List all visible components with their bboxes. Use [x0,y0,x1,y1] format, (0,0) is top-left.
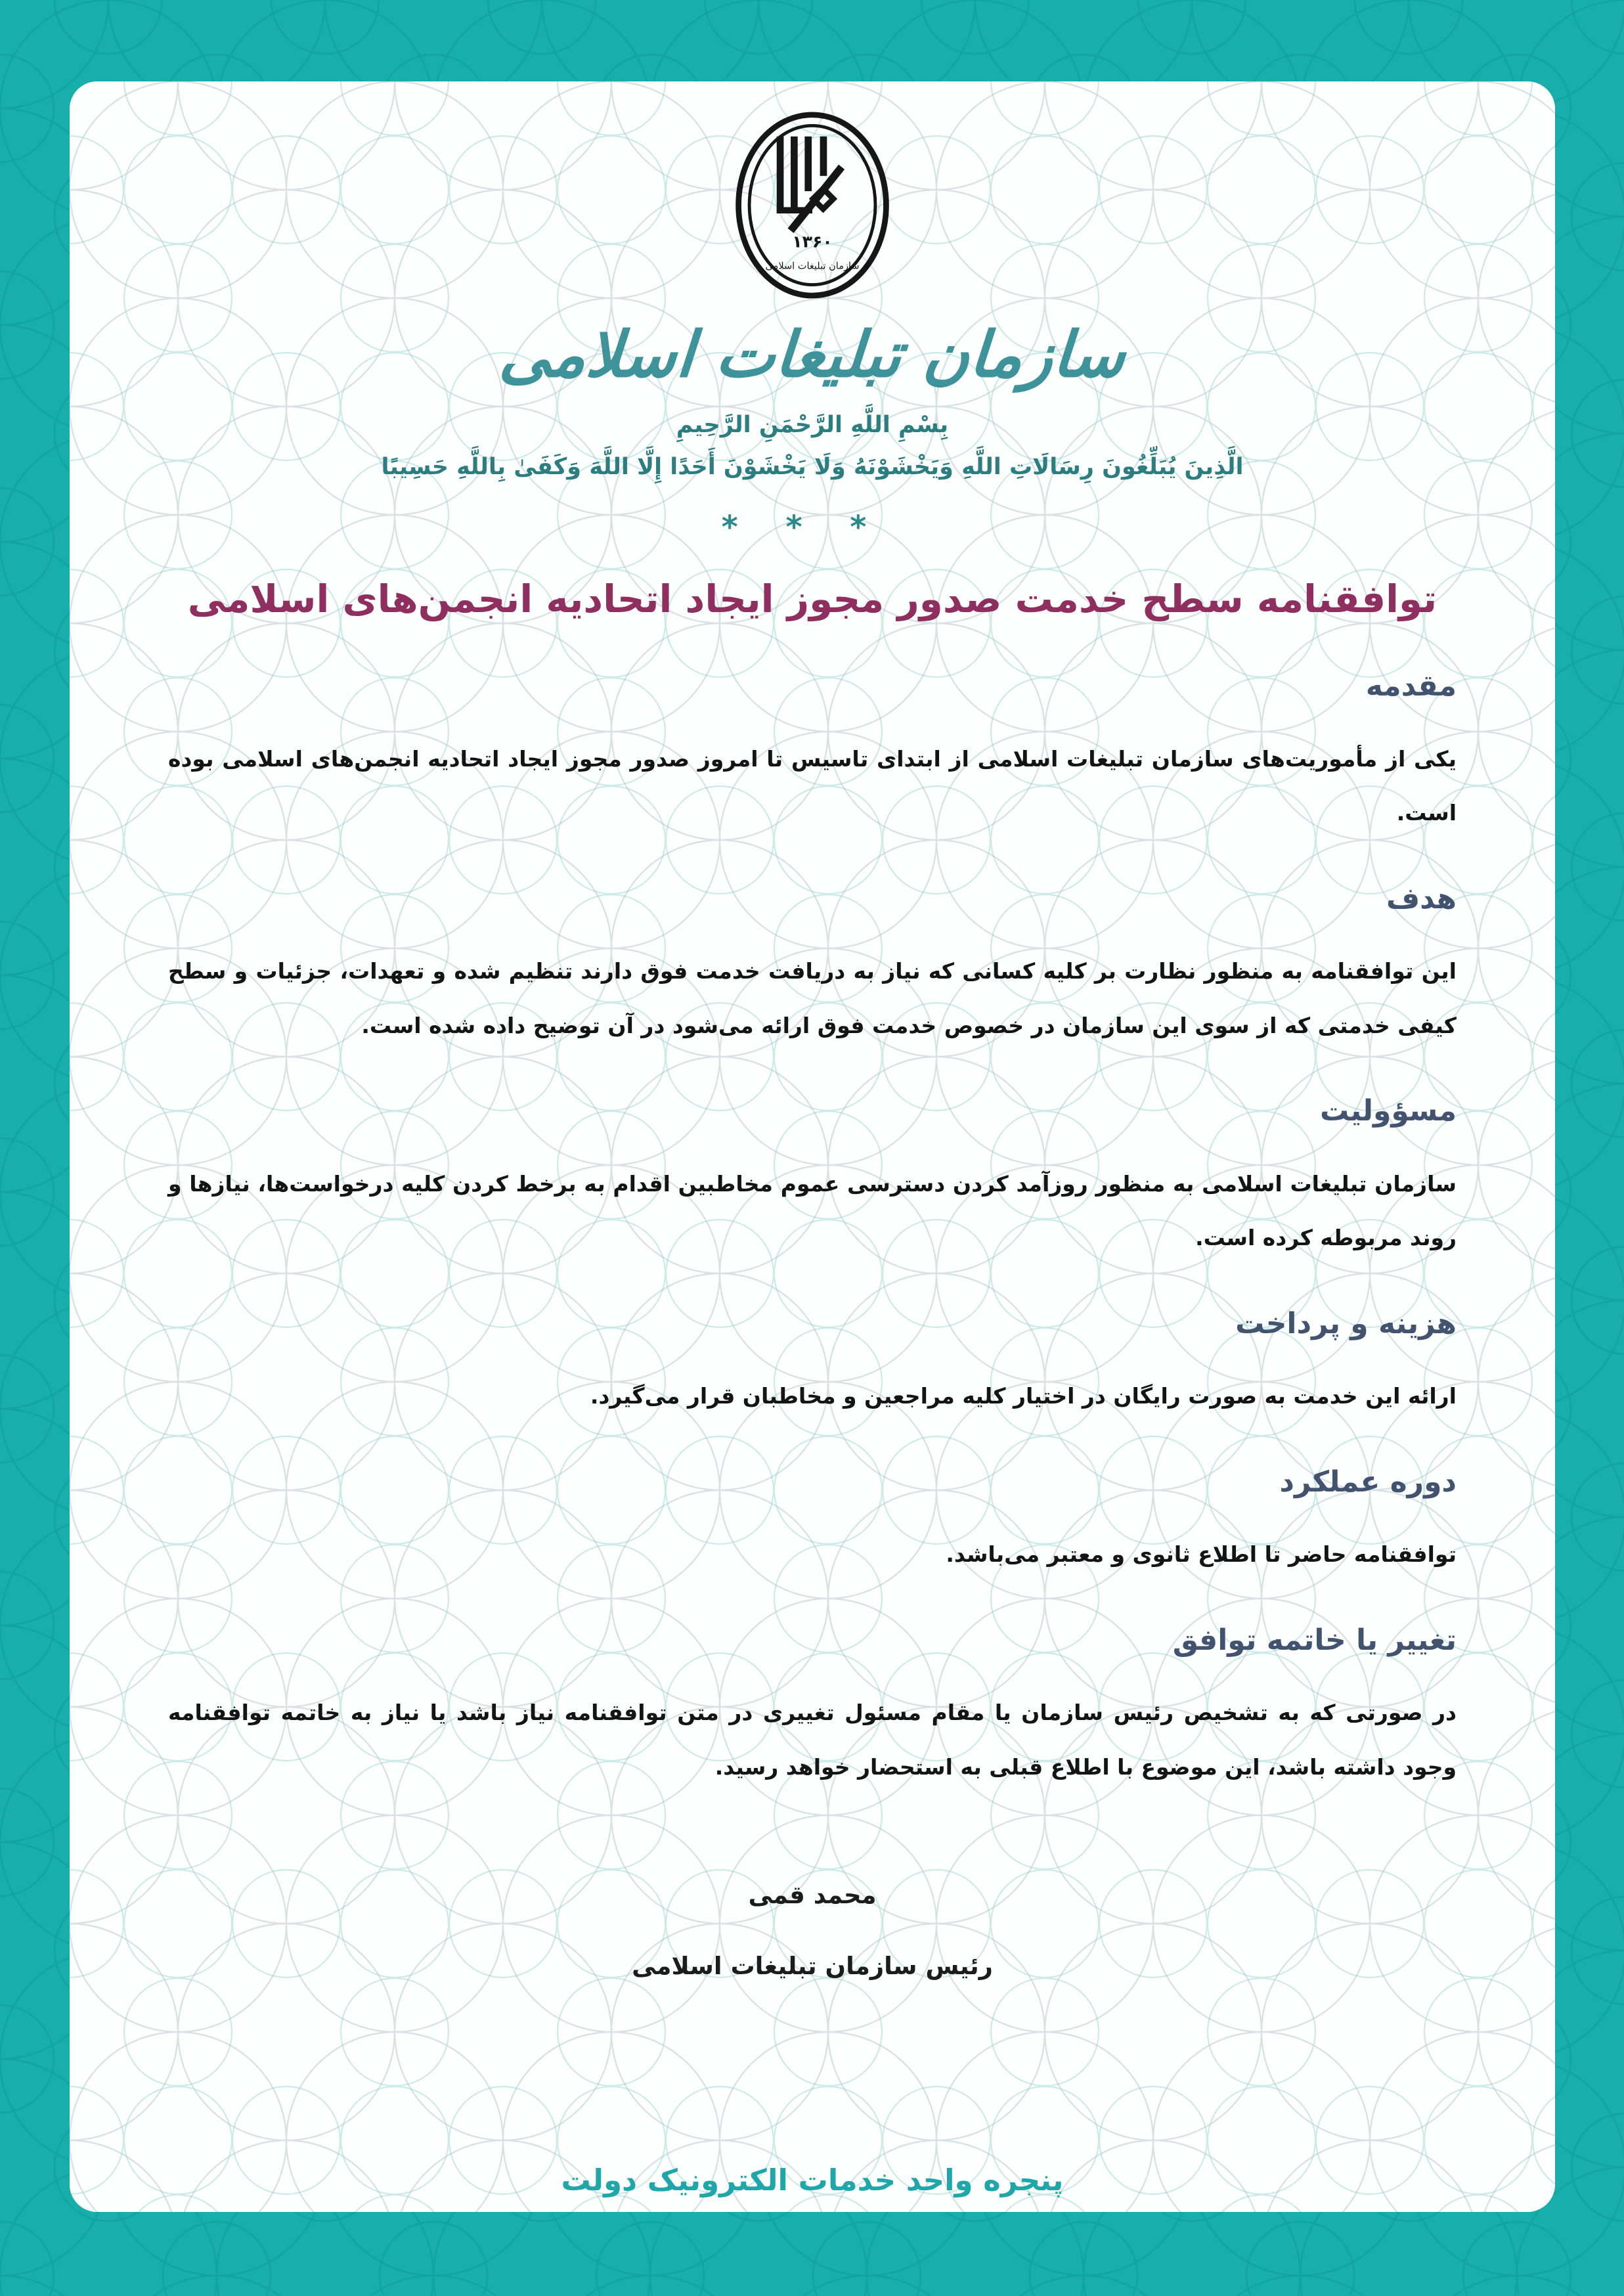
section-hazine-pardakht [168,1302,1457,1424]
section-body: سازمان تبلیغات اسلامی به منظور روزآمد کردن دسترسی عموم مخاطبین اقدام به برخط کردن کلیه درخواست‌ها، نیازها و روند مربوطه کرده است. [168,1170,1457,1251]
section-moghadame [168,665,1457,841]
quran-verse-line: الَّذِينَ يُبَلِّغُونَ رِسَالَاتِ اللَّهِ وَيَخْشَوْنَهُ وَلَا يَخْشَوْنَ أَحَدًا إِلَّا اللَّهَ وَكَفَىٰ بِاللَّهِ حَسِيبًا [381,454,1244,481]
footer-service-window-label: پنجره واحد خدمات الکترونیک دولت [561,2163,1064,2197]
document-card [70,81,1555,2212]
section-heading: هزینه و پرداخت [1235,1306,1457,1340]
bismillah-line: بِسْمِ اللَّهِ الرَّحْمَنِ الرَّحِيمِ [676,411,949,438]
section-heading: دوره عملکرد [1279,1465,1457,1499]
section-body: در صورتی که به تشخیص رئیس سازمان یا مقام مسئول تغییری در متن توافقنامه نیاز باشد یا نیاز به خاتمه توافقنامه وجود داشته باشد، این موضوع با اطلاع قبلی به استحضار خواهد رسید. [168,1700,1457,1780]
section-hadaf [168,877,1457,1053]
section-taghir-khateme [168,1619,1457,1795]
section-heading: مسؤولیت [1319,1094,1457,1128]
signatory-name: محمد قمی [748,1881,877,1910]
page-title: توافقنامه سطح خدمت صدور مجوز ایجاد اتحادیه انجمن‌های اسلامی [187,577,1437,622]
section-heading: مقدمه [1365,669,1457,703]
section-dore-amalkard [168,1461,1457,1582]
signature-block [168,1878,1457,1983]
emblem-name: سازمان تبلیغات اسلامی [765,261,860,272]
section-heading: هدف [1386,881,1457,916]
signatory-role: رئیس سازمان تبلیغات اسلامی [632,1952,993,1981]
section-heading: تغییر یا خاتمه توافق [1172,1623,1457,1657]
section-body: یکی از مأموریت‌های سازمان تبلیغات اسلامی از ابتدای تاسیس تا امروز صدور مجوز ایجاد اتحادیه انجمن‌های اسلامی بوده است. [168,745,1457,826]
emblem-year: ۱۳۶۰ [792,232,833,252]
document-content [70,109,1555,1983]
section-body: این توافقنامه به منظور نظارت بر کلیه کسانی که نیاز به دریافت خدمت فوق دارند تنظیم شده و تعهدات، جزئیات و سطح کیفی خدمتی که از سوی این سازمان در خصوص خدمت فوق ارائه می‌شود در آن توضیح داده شده است. [168,958,1457,1038]
organization-calligraphy: سازمان تبلیغات اسلامی [496,318,1128,391]
section-masouliat [168,1090,1457,1266]
allah-kufic-mark [777,137,842,231]
section-body: ارائه این خدمت به صورت رایگان در اختیار کلیه مراجعین و مخاطبان قرار می‌گیرد. [590,1383,1457,1409]
organization-emblem-icon [730,109,895,319]
asterisk-separator: * * * [721,509,885,546]
section-body: توافقنامه حاضر تا اطلاع ثانوی و معتبر می‌باشد. [946,1541,1457,1568]
